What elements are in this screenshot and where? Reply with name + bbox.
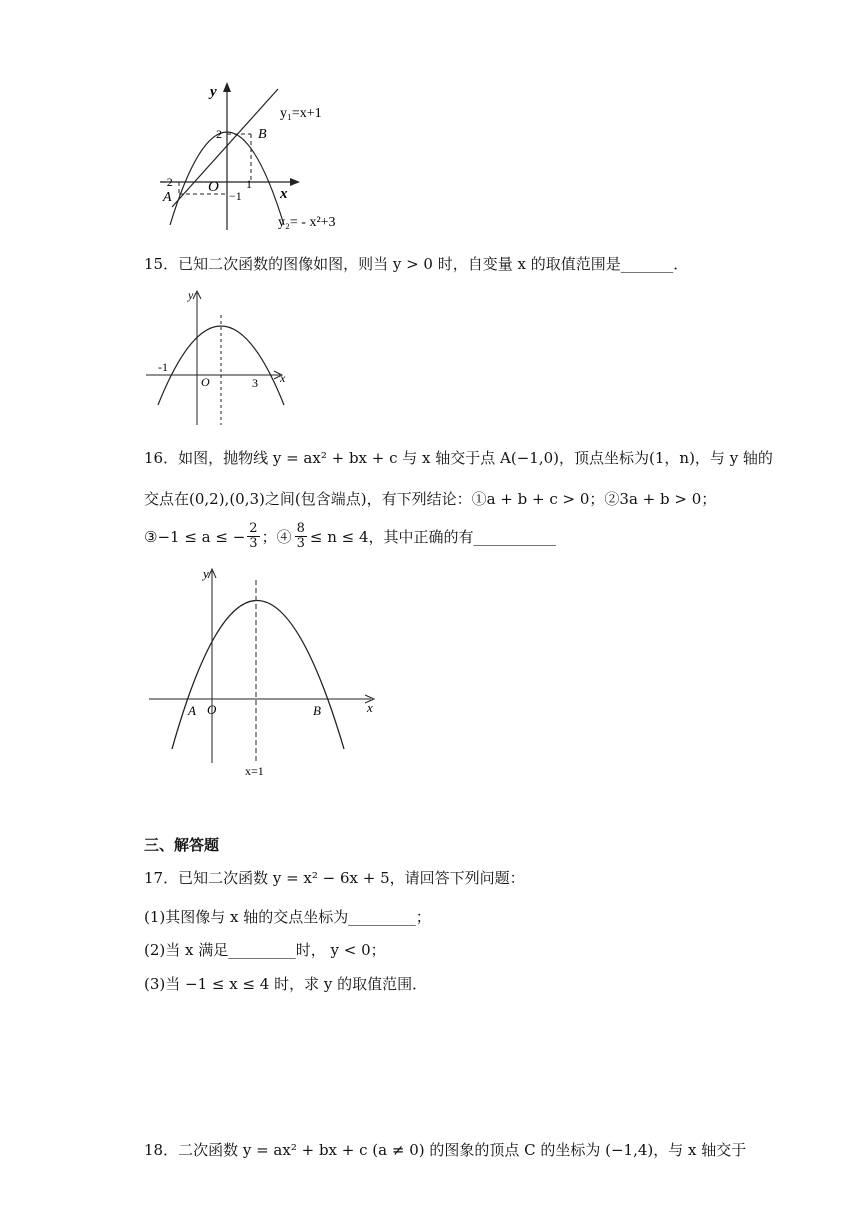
point-a-label: A (188, 703, 196, 718)
fraction-numerator: 2 (249, 521, 258, 536)
tick-label-neg1: −1 (229, 189, 242, 203)
question-17-part-3: (3)当 −1 ≤ x ≤ 4 时，求 y 的取值范围． (144, 975, 428, 993)
y-axis-label: y (188, 288, 194, 302)
figure-q14-graph (150, 80, 360, 240)
fraction-two-thirds (247, 522, 259, 551)
question-15-text: 15．已知二次函数的图像如图，则当 y > 0 时，自变量 x 的取值范围是_______． (144, 255, 689, 273)
q16-line3-part-b: ；④ (261, 527, 292, 546)
parabola-equation-label: y₂= - x²+3 (278, 215, 336, 230)
q16-line3-part-a: ③−1 ≤ a ≤ − (144, 527, 246, 546)
tick-label-1: 1 (246, 177, 252, 191)
parabola (172, 601, 344, 750)
question-18-text: 18．二次函数 y = ax² + bx + c (a ≠ 0) 的图象的顶点 C 的坐标为 (−1,4)，与 x 轴交于 (144, 1141, 747, 1159)
symmetry-axis-label: x=1 (245, 764, 264, 778)
y-axis-label: y (203, 566, 209, 581)
q16-line3-part-c: ≤ n ≤ 4，其中正确的有___________ (309, 527, 557, 546)
line-equation-label: y₁=x+1 (280, 106, 322, 121)
question-16-line-3 (144, 522, 556, 551)
y-axis-label: y (210, 84, 217, 100)
point-b-label: B (258, 127, 267, 142)
question-16-line-1: 16．如图，抛物线 y = ax² + bx + c 与 x 轴交于点 A(−1,0)，顶点坐标为(1，n)，与 y 轴的 (144, 449, 773, 467)
root-label-left: -1 (158, 360, 168, 374)
x-axis-label: x (280, 186, 288, 202)
tick-label-2: 2 (216, 127, 222, 141)
x-axis-label: x (280, 371, 286, 385)
origin-label: O (208, 179, 219, 195)
fraction-denominator: 3 (249, 536, 258, 551)
y-axis-arrow (223, 82, 231, 92)
figure-q16-graph (145, 565, 385, 780)
x-axis-label: x (367, 700, 373, 715)
section-heading: 三、解答题 (144, 836, 220, 854)
origin-label: O (201, 375, 210, 389)
point-b-label: B (313, 703, 321, 718)
root-label-right: 3 (252, 376, 258, 390)
fraction-numerator: 8 (296, 521, 305, 536)
figure-q15-graph (142, 285, 292, 430)
question-17-stem: 17．已知二次函数 y = x² − 6x + 5，请回答下列问题： (144, 869, 525, 887)
line-y1 (172, 89, 278, 207)
point-a-label: A (163, 190, 172, 205)
question-16-line-2: 交点在(0,2),(0,3)之间(包含端点)，有下列结论：①a + b + c > 0；②3a + b > 0； (144, 490, 717, 508)
x-axis-arrow (290, 178, 300, 186)
question-17-part-2: (2)当 x 满足_________时， y < 0； (144, 941, 386, 959)
question-17-part-1: (1)其图像与 x 轴的交点坐标为_________； (144, 908, 431, 926)
fraction-denominator: 3 (296, 536, 305, 551)
origin-label: O (207, 702, 217, 717)
fraction-eight-thirds (295, 522, 307, 551)
tick-label-neg2: −2 (160, 175, 173, 189)
